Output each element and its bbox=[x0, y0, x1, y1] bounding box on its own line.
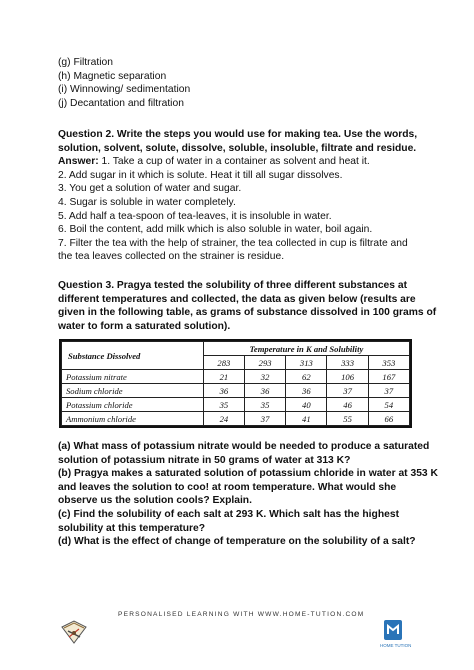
solubility-cell: 66 bbox=[368, 412, 409, 426]
question-2-line-2: solution, solvent, solute, dissolve, soluble, insoluble, filtrate and residue. bbox=[58, 142, 417, 154]
solubility-cell: 35 bbox=[244, 398, 285, 412]
temperature-header: Temperature in K and Solubility bbox=[203, 342, 409, 356]
answer-step-2: 2. Add sugar in it which is solute. Heat it till all sugar dissolves. bbox=[58, 169, 343, 181]
subquestion-a-line-2: solution of potassium nitrate in 50 grams of water at 313 K? bbox=[58, 454, 351, 466]
solubility-cell: 55 bbox=[327, 412, 368, 426]
solubility-cell: 36 bbox=[244, 384, 285, 398]
table-row bbox=[62, 398, 410, 412]
subquestion-b-line-1: (b) Pragya makes a saturated solution of potassium chloride in water at 353 K bbox=[58, 468, 438, 480]
question-2-line-1: Question 2. Write the steps you would use for making tea. Use the words, bbox=[58, 129, 418, 140]
temperature-cell: 283 bbox=[203, 356, 244, 370]
table-row bbox=[62, 384, 410, 398]
option-h: (h) Magnetic separation bbox=[58, 70, 167, 82]
temperature-cell: 353 bbox=[368, 356, 409, 370]
answer-step-1: 1. Take a cup of water in a container as solvent and heat it. bbox=[98, 156, 370, 168]
answer-step-7: 7. Filter the tea with the help of strainer, the tea collected in cup is filtrate and bbox=[58, 237, 408, 249]
substance-header: Substance Dissolved bbox=[62, 342, 204, 370]
subquestion-b-line-3: observe us the solution cools? Explain. bbox=[58, 495, 252, 507]
answer-step-7-cont: the tea leaves collected on the strainer is residue. bbox=[58, 251, 285, 263]
solubility-cell: 40 bbox=[286, 398, 327, 412]
book-logo-icon bbox=[60, 617, 88, 645]
question-3-subquestions bbox=[58, 440, 438, 549]
solubility-cell: 46 bbox=[327, 398, 368, 412]
solubility-table bbox=[59, 339, 412, 428]
answer-step-4: 4. Sugar is soluble in water completely. bbox=[58, 196, 236, 208]
table-row bbox=[62, 370, 410, 384]
solubility-cell: 54 bbox=[368, 398, 409, 412]
subquestion-c-line-2: solubility at this temperature? bbox=[58, 522, 206, 534]
solubility-cell: 37 bbox=[244, 412, 285, 426]
solubility-cell: 32 bbox=[244, 370, 285, 384]
solubility-cell: 41 bbox=[286, 412, 327, 426]
substance-name: Sodium chloride bbox=[62, 384, 204, 398]
solubility-cell: 167 bbox=[368, 370, 409, 384]
table-header-row bbox=[62, 342, 410, 356]
solubility-cell: 24 bbox=[203, 412, 244, 426]
option-i: (i) Winnowing/ sedimentation bbox=[58, 84, 191, 96]
temperature-cell: 333 bbox=[327, 356, 368, 370]
table-row bbox=[62, 412, 410, 426]
solubility-cell: 21 bbox=[203, 370, 244, 384]
question-3-line-3: given in the following table, as grams of substance dissolved in 100 grams of bbox=[58, 307, 437, 319]
option-j: (j) Decantation and filtration bbox=[58, 97, 184, 109]
substance-name: Potassium chloride bbox=[62, 398, 204, 412]
question-3-line-1: Question 3. Pragya tested the solubility of three different substances at bbox=[58, 280, 408, 291]
home-tution-logo-icon bbox=[382, 618, 404, 644]
footer-text: PERSONALISED LEARNING WITH WWW.HOME-TUTION.COM bbox=[118, 611, 365, 618]
temperature-cell: 313 bbox=[286, 356, 327, 370]
option-g: (g) Filtration bbox=[58, 57, 113, 68]
solubility-cell: 36 bbox=[203, 384, 244, 398]
answer-step-3: 3. You get a solution of water and sugar. bbox=[58, 183, 242, 195]
temperature-cell: 293 bbox=[244, 356, 285, 370]
subquestion-a-line-1: (a) What mass of potassium nitrate would be needed to produce a saturated bbox=[58, 441, 430, 452]
question-3-line-4: water to form a saturated solution). bbox=[58, 320, 231, 332]
solubility-cell: 36 bbox=[286, 384, 327, 398]
solubility-cell: 35 bbox=[203, 398, 244, 412]
subquestion-b-line-2: and leaves the solution to coo! at room temperature. What would she bbox=[58, 481, 397, 493]
answer-label: Answer: bbox=[58, 156, 99, 168]
solubility-cell: 62 bbox=[286, 370, 327, 384]
answer-step-6: 6. Boil the content, add milk which is also soluble in water, boil again. bbox=[58, 224, 373, 236]
solubility-cell: 37 bbox=[368, 384, 409, 398]
substance-name: Potassium nitrate bbox=[62, 370, 204, 384]
substance-name: Ammonium chloride bbox=[62, 412, 204, 426]
answer-line-1 bbox=[58, 155, 430, 169]
options-list bbox=[58, 56, 430, 110]
subquestion-c-line-1: (c) Find the solubility of each salt at 293 K. Which salt has the highest bbox=[58, 508, 399, 520]
solubility-cell: 106 bbox=[327, 370, 368, 384]
question-3-line-2: different temperatures and collected, the data as given below (results are bbox=[58, 293, 416, 305]
subquestion-d: (d) What is the effect of change of temperature on the solubility of a salt? bbox=[58, 536, 416, 548]
solubility-cell: 37 bbox=[327, 384, 368, 398]
answer-step-5: 5. Add half a tea-spoon of tea-leaves, it is insoluble in water. bbox=[58, 210, 332, 222]
question-2 bbox=[58, 128, 430, 264]
question-3 bbox=[58, 279, 437, 333]
home-tution-logo-text: HOME TUTION bbox=[380, 643, 412, 648]
